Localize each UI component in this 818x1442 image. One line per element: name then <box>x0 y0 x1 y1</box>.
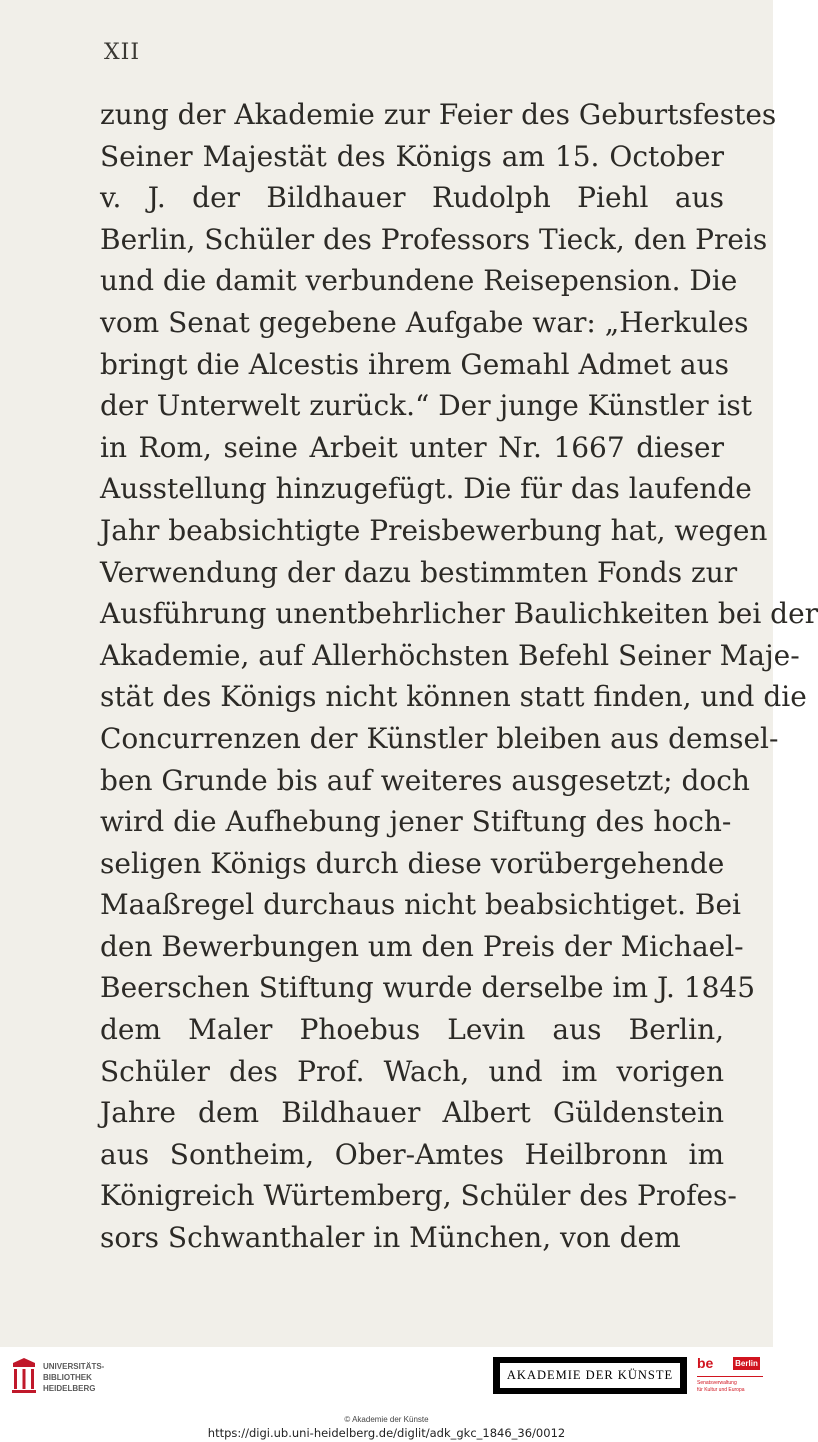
text-line: Beerschen Stiftung wurde derselbe im J. 1845 <box>100 971 756 1005</box>
text-line: vom Senat gegebene Aufgabe war: „Herkules <box>100 305 749 339</box>
text-line: zung der Akademie zur Feier des Geburtsfestes <box>100 98 777 131</box>
body-text <box>100 94 818 1259</box>
page-number: XII <box>104 40 141 65</box>
text-line: stät des Königs nicht können statt finden, und die <box>100 680 807 714</box>
akademie-der-kuenste-logo[interactable] <box>493 1357 687 1394</box>
text-line: Jahre dem Bildhauer Albert Güldenstein <box>100 1096 724 1130</box>
ub-logo-line: BIBLIOTHEK <box>43 1373 92 1382</box>
text-line: dem Maler Phoebus Levin aus Berlin, <box>100 1013 724 1047</box>
text-line: wird die Aufhebung jener Stiftung des hoch- <box>100 805 732 839</box>
text-line: Ausstellung hinzugefügt. Die für das laufende <box>100 472 752 506</box>
text-line: Maaßregel durchaus nicht beabsichtiget. Bei <box>100 888 741 922</box>
text-line: der Unterwelt zurück.“ Der junge Künstler ist <box>100 389 753 423</box>
berlin-rule <box>697 1376 763 1377</box>
copyright-notice: © Akademie der Künste <box>344 1415 429 1424</box>
berlin-box: Berlin <box>733 1357 760 1370</box>
text-line: Jahr beabsichtigte Preisbewerbung hat, wegen <box>100 513 768 547</box>
text-line: Verwendung der dazu bestimmten Fonds zur <box>100 555 738 589</box>
text-line: Concurrenzen der Künstler bleiben aus demsel- <box>100 721 779 755</box>
text-line: v. J. der Bildhauer Rudolph Piehl aus <box>100 181 724 215</box>
ub-logo-line: HEIDELBERG <box>43 1384 96 1393</box>
berlin-sub-1: Senatsverwaltung <box>697 1380 737 1386</box>
berlin-be-mark: be <box>697 1355 714 1371</box>
text-line: Akademie, auf Allerhöchsten Befehl Seiner Maje- <box>100 638 800 672</box>
text-line: Schüler des Prof. Wach, und im vorigen <box>100 1054 724 1088</box>
text-line: seligen Königs durch diese vorübergehende <box>100 846 725 880</box>
text-line: aus Sontheim, Ober-Amtes Heilbronn im <box>100 1137 724 1171</box>
text-line: in Rom, seine Arbeit unter Nr. 1667 dieser <box>100 430 724 464</box>
ub-heidelberg-logo[interactable] <box>10 1357 150 1407</box>
text-line: Berlin, Schüler des Professors Tieck, den Preis <box>100 222 768 256</box>
text-line: sors Schwanthaler in München, von dem <box>100 1221 681 1255</box>
text-line: Ausführung unentbehrlicher Baulichkeiten bei der <box>100 597 818 631</box>
permalink-url[interactable]: https://digi.ub.uni-heidelberg.de/diglit/adk_gkc_1846_36/0012 <box>207 1426 566 1440</box>
ub-logo-icon <box>10 1357 38 1397</box>
text-line: bringt die Alcestis ihrem Gemahl Admet aus <box>100 347 729 381</box>
footer <box>0 1347 773 1442</box>
adk-label: AKADEMIE DER KÜNSTE <box>500 1363 680 1388</box>
text-line: und die damit verbundene Reisepension. Die <box>100 264 738 298</box>
berlin-senate-logo[interactable] <box>697 1357 763 1397</box>
ub-logo-line: UNIVERSITÄTS- <box>43 1362 105 1371</box>
text-line: ben Grunde bis auf weiteres ausgesetzt; doch <box>100 763 750 797</box>
berlin-sub-2: für Kultur und Europa <box>697 1387 745 1393</box>
text-line: den Bewerbungen um den Preis der Michael- <box>100 929 744 963</box>
text-line: Königreich Würtemberg, Schüler des Profes- <box>100 1179 737 1213</box>
text-line: Seiner Majestät des Königs am 15. October <box>100 139 724 173</box>
ub-logo-text <box>43 1361 104 1394</box>
